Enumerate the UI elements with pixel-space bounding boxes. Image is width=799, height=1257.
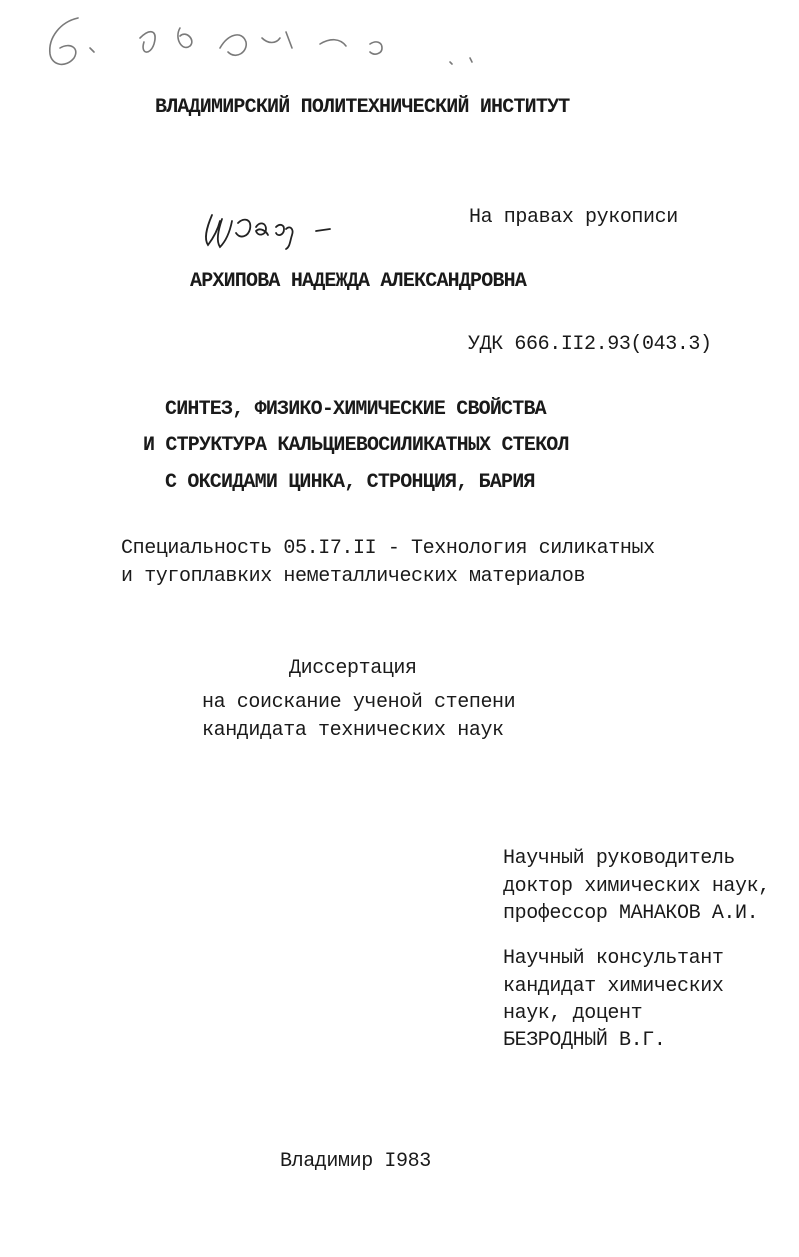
specialty-line-1: Специальность 05.I7.II - Технология силикатных — [121, 537, 655, 560]
title-line-1: СИНТЕЗ, ФИЗИКО-ХИМИЧЕСКИЕ СВОЙСТВА — [165, 398, 546, 421]
dissertation-line-3: кандидата технических наук — [202, 719, 504, 742]
title-line-2: И СТРУКТУРА КАЛЬЦИЕВОСИЛИКАТНЫХ СТЕКОЛ — [143, 434, 569, 457]
consultant-line-1: Научный консультант — [503, 947, 724, 970]
title-line-3: С ОКСИДАМИ ЦИНКА, СТРОНЦИЯ, БАРИЯ — [165, 471, 535, 494]
consultant-line-2: кандидат химических — [503, 975, 724, 998]
dissertation-heading: Диссертация — [289, 657, 417, 680]
specialty-line-2: и тугоплавких неметаллических материалов — [121, 565, 586, 588]
udc-code: УДК 666.II2.93(043.3) — [468, 333, 712, 356]
institute-name: ВЛАДИМИРСКИЙ ПОЛИТЕХНИЧЕСКИЙ ИНСТИТУТ — [155, 96, 570, 119]
city-year: Владимир I983 — [280, 1150, 431, 1173]
author-name: АРХИПОВА НАДЕЖДА АЛЕКСАНДРОВНА — [190, 270, 527, 293]
author-signature — [198, 205, 338, 255]
supervisor-line-1: Научный руководитель — [503, 847, 736, 870]
handwritten-pencil-note — [30, 8, 510, 78]
supervisor-line-3: профессор МАНАКОВ А.И. — [503, 902, 759, 925]
rights-note: На правах рукописи — [469, 206, 678, 229]
consultant-line-3: наук, доцент — [503, 1002, 643, 1025]
dissertation-line-2: на соискание ученой степени — [202, 691, 516, 714]
consultant-line-4: БЕЗРОДНЫЙ В.Г. — [503, 1029, 666, 1052]
supervisor-line-2: доктор химических наук, — [503, 875, 770, 898]
